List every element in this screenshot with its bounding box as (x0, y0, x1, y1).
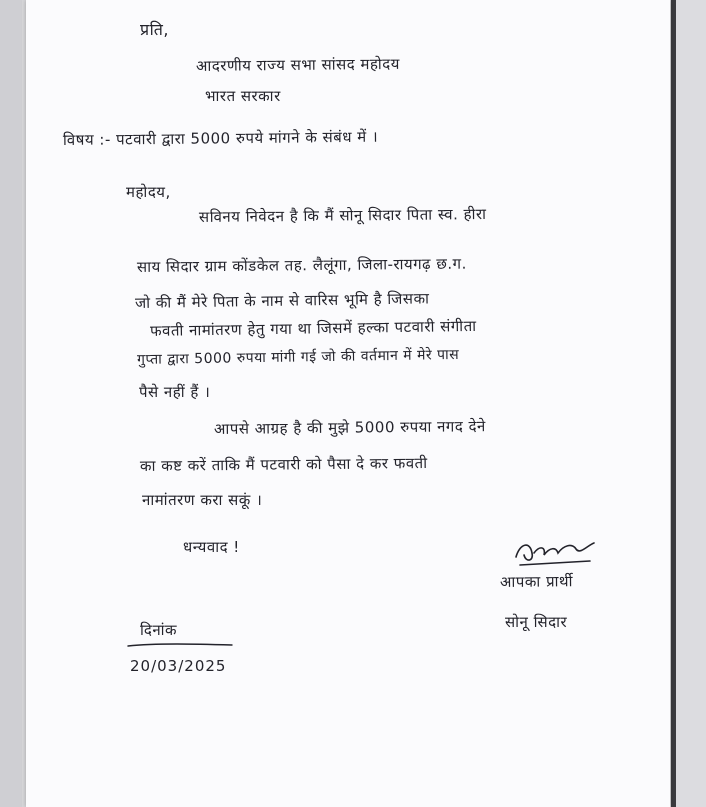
sender-name: सोनू सिदार (505, 613, 568, 631)
letter-page (26, 0, 670, 807)
body-line-9: नामांतरण करा सकूं । (142, 491, 263, 509)
scan-right-margin (676, 0, 706, 807)
sign-off: आपका प्रार्थी (499, 572, 574, 591)
body-line-7: आपसे आग्रह है की मुझे 5000 रुपया नगद देने (213, 417, 486, 438)
body-line-3: जो की मैं मेरे पिता के नाम से वारिस भूमि है जिसका (134, 289, 430, 312)
body-line-6: पैसे नहीं हैं । (139, 383, 211, 401)
body-line-5: गुप्ता द्वारा 5000 रुपया मांगी गई जो की वर्तमान में मेरे पास (136, 346, 460, 368)
body-line-1: सविनय निवेदन है कि मैं सोनू सिदार पिता स्व. हीरा (198, 204, 487, 226)
date-underline (126, 640, 236, 650)
body-line-4: फवती नामांतरण हेतु गया था जिसमें हल्का पटवारी संगीता (149, 316, 477, 340)
scan-left-margin (0, 0, 22, 807)
date-label: दिनांक (140, 621, 178, 639)
salutation: महोदय, (126, 183, 171, 201)
body-line-2: साय सिदार ग्राम कोंडकेल तह. लैलूंगा, जिला-रायगढ़ छ.ग. (136, 254, 467, 276)
closing: धन्यवाद ! (183, 538, 240, 556)
body-line-8: का कष्ट करें ताकि मैं पटवारी को पैसा दे कर फवती (139, 453, 428, 475)
date-value: 20/03/2025 (130, 657, 227, 675)
subject-line: विषय :- पटवारी द्वारा 5000 रुपये मांगने के संबंध में । (62, 127, 379, 149)
addressee-line-1: आदरणीय राज्य सभा सांसद महोदय (195, 54, 401, 75)
signature-scribble (510, 535, 600, 571)
addressee-line-2: भारत सरकार (205, 87, 281, 105)
to-label: प्रति, (140, 20, 169, 39)
